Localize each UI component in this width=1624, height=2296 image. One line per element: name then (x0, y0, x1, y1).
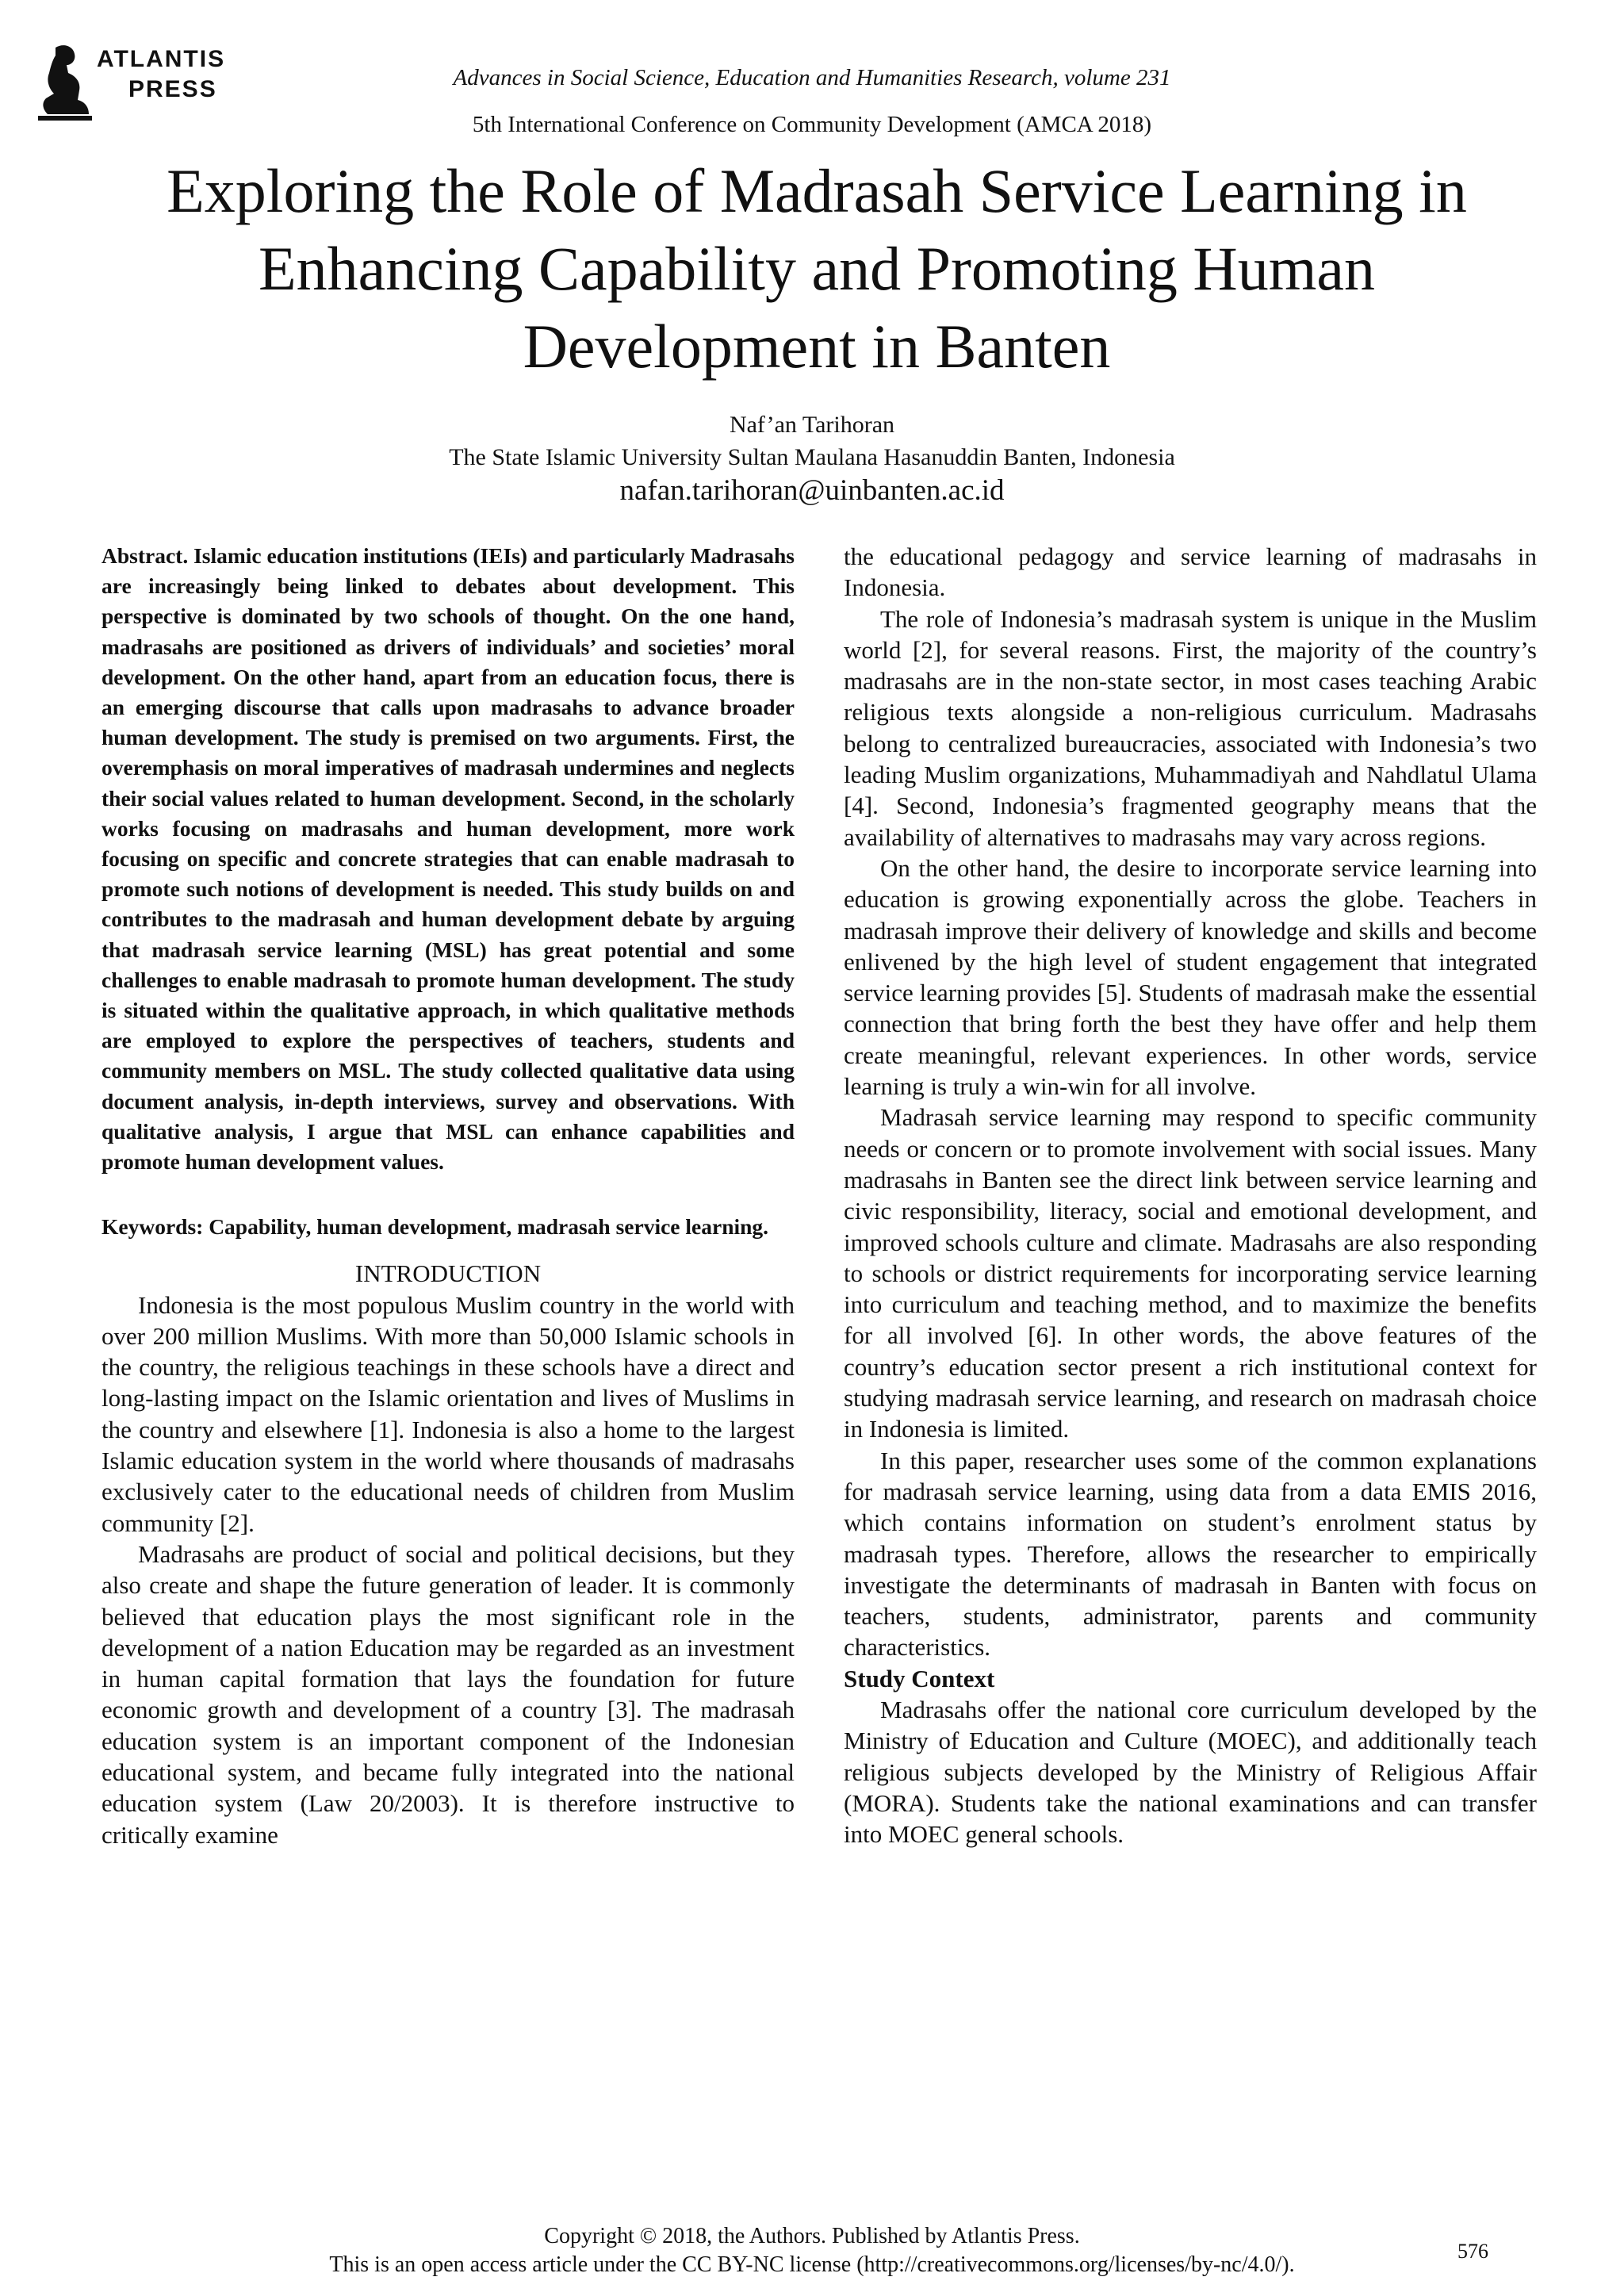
paper-title: Exploring the Role of Madrasah Service Learning in Enhancing Capability and Promoting Human Development in Banten (167, 156, 1467, 381)
logo-text-atlantis: ATLANTIS (97, 46, 226, 72)
keywords: Keywords: Capability, human development, madrasah service learning. (102, 1214, 769, 1240)
body-paragraph-1: the educational pedagogy and service learning of madrasahs in Indonesia. (844, 542, 1537, 602)
body-paragraph-5: In this paper, researcher uses some of the common explanations for madrasah service learning, using data from a data EMIS 2016, which contains information on student’s enrolment status by madrasah types. Therefore, allows the researcher to empirically investigate the determinants of madrasah in Banten with focus on teachers, students, administrator, parents and community characteristics. (844, 1446, 1537, 1662)
footer-copyright: Copyright © 2018, the Authors. Published by Atlantis Press. (544, 2224, 1080, 2248)
left-column (102, 541, 795, 1850)
abstract: Abstract. Islamic education institutions (IEIs) and particularly Madrasahs are increasingly being linked to debates about development. This perspective is dominated by two schools of thought. On the one hand, madrasahs are positioned as drivers of individuals’ and societies’ moral development. On the other hand, apart from an education focus, there is an emerging discourse that calls upon madrasahs to advance broader human development. The study is premised on two arguments. First, the overemphasis on moral imperatives of madrasah undermines and neglects their social values related to human development. Second, in the scholarly works focusing on madrasahs and human development, more work focusing on specific and concrete strategies that can enable madrasah to promote such notions of development is needed. This study builds on and contributes to the madrasah and human development debate by arguing that madrasah service learning (MSL) has great potential and some challenges to enable madrasah to promote human development. The study is situated within the qualitative approach, in which qualitative methods are employed to explore the perspectives of teachers, students and community members on MSL. The study collected qualitative data using document analysis, in-depth interviews, survey and observations. With qualitative analysis, I argue that MSL can enhance capabilities and promote human development values. (102, 543, 795, 1175)
author-name: Naf’an Tarihoran (729, 412, 895, 438)
body-paragraph-4: Madrasah service learning may respond to specific community needs or concern or to promote involvement with social issues. Many madrasahs in Banten see the direct link between service learning and civic responsibility, literacy, social and emotional development, and improved schools culture and climate. Madrasahs are also responding to schools or district requirements for incorporating service learning into curriculum and teaching method, and to maximize the benefits for all involved [6]. In other words, the above features of the country’s education sector present a rich institutional context for studying madrasah service learning, and research on madrasah choice in Indonesia is limited. (844, 1103, 1537, 1443)
intro-paragraph-1: Indonesia is the most populous Muslim country in the world with over 200 million Muslims. With more than 50,000 Islamic schools in the country, the religious teachings in these schools have a direct and long-lasting impact on the Islamic orientation and lives of Muslims in the country and elsewhere [1]. Indonesia is also a home to the largest Islamic education system in the world where thousands of madrasahs exclusively cater to the educational needs of children from Muslim community [2]. (102, 1290, 795, 1537)
page-number: 576 (1457, 2240, 1488, 2263)
author-email[interactable]: nafan.tarihoran@uinbanten.ac.id (619, 474, 1005, 507)
intro-paragraph-2: Madrasahs are product of social and political decisions, but they also create and shape the future generation of leader. It is commonly believed that education plays the most significant role in the development of a nation Education may be regarded as an investment in human capital formation that lays the foundation for future economic growth and development of a country [3]. The madrasah education system is an important component of the Indonesian educational system, and became fully integrated into the national education system (Law 20/2003). It is therefore instructive to critically examine (102, 1539, 795, 1849)
body-paragraph-2: The role of Indonesia’s madrasah system is unique in the Muslim world [2], for several reasons. First, the majority of the country’s madrasahs are in the non-state sector, in most cases teaching Arabic religious texts alongside a non-religious curriculum. Madrasahs belong to centralized bureaucracies, associated with Indonesia’s two leading Muslim organizations, Muhammadiyah and Nahdlatul Ulama [4]. Second, Indonesia’s fragmented geography means that the availability of alternatives to madrasahs may vary across regions. (844, 604, 1537, 851)
conference-name: 5th International Conference on Community Development (AMCA 2018) (472, 112, 1152, 137)
introduction-heading: INTRODUCTION (354, 1259, 542, 1288)
footer-license[interactable]: This is an open access article under the CC BY-NC license (http://creativecommons.org/licenses/by-nc/4.0/). (329, 2252, 1295, 2277)
study-context-heading: Study Context (844, 1664, 995, 1692)
body-paragraph-6: Madrasahs offer the national core curriculum developed by the Ministry of Education and Culture (MOEC), and additionally teach religious subjects developed by the Ministry of Religious Affair (MORA). Students take the national examinations and can transfer into MOEC general schools. (844, 1695, 1537, 1849)
logo-text-press: PRESS (128, 76, 217, 102)
body-paragraph-3: On the other hand, the desire to incorporate service learning into education is growing exponentially across the globe. Teachers in madrasah improve their delivery of knowledge and skills and become enlivened by the high level of student engagement that integrated service learning provides [5]. Students of madrasah make the essential connection that bring forth the best they have offer and help them create meaningful, relevant experiences. In other words, service learning is truly a win-win for all involve. (844, 853, 1537, 1101)
journal-title: Advances in Social Science, Education and Humanities Research, volume 231 (453, 65, 1171, 90)
right-column (844, 541, 1537, 1849)
author-affiliation: The State Islamic University Sultan Maulana Hasanuddin Banten, Indonesia (449, 444, 1175, 470)
